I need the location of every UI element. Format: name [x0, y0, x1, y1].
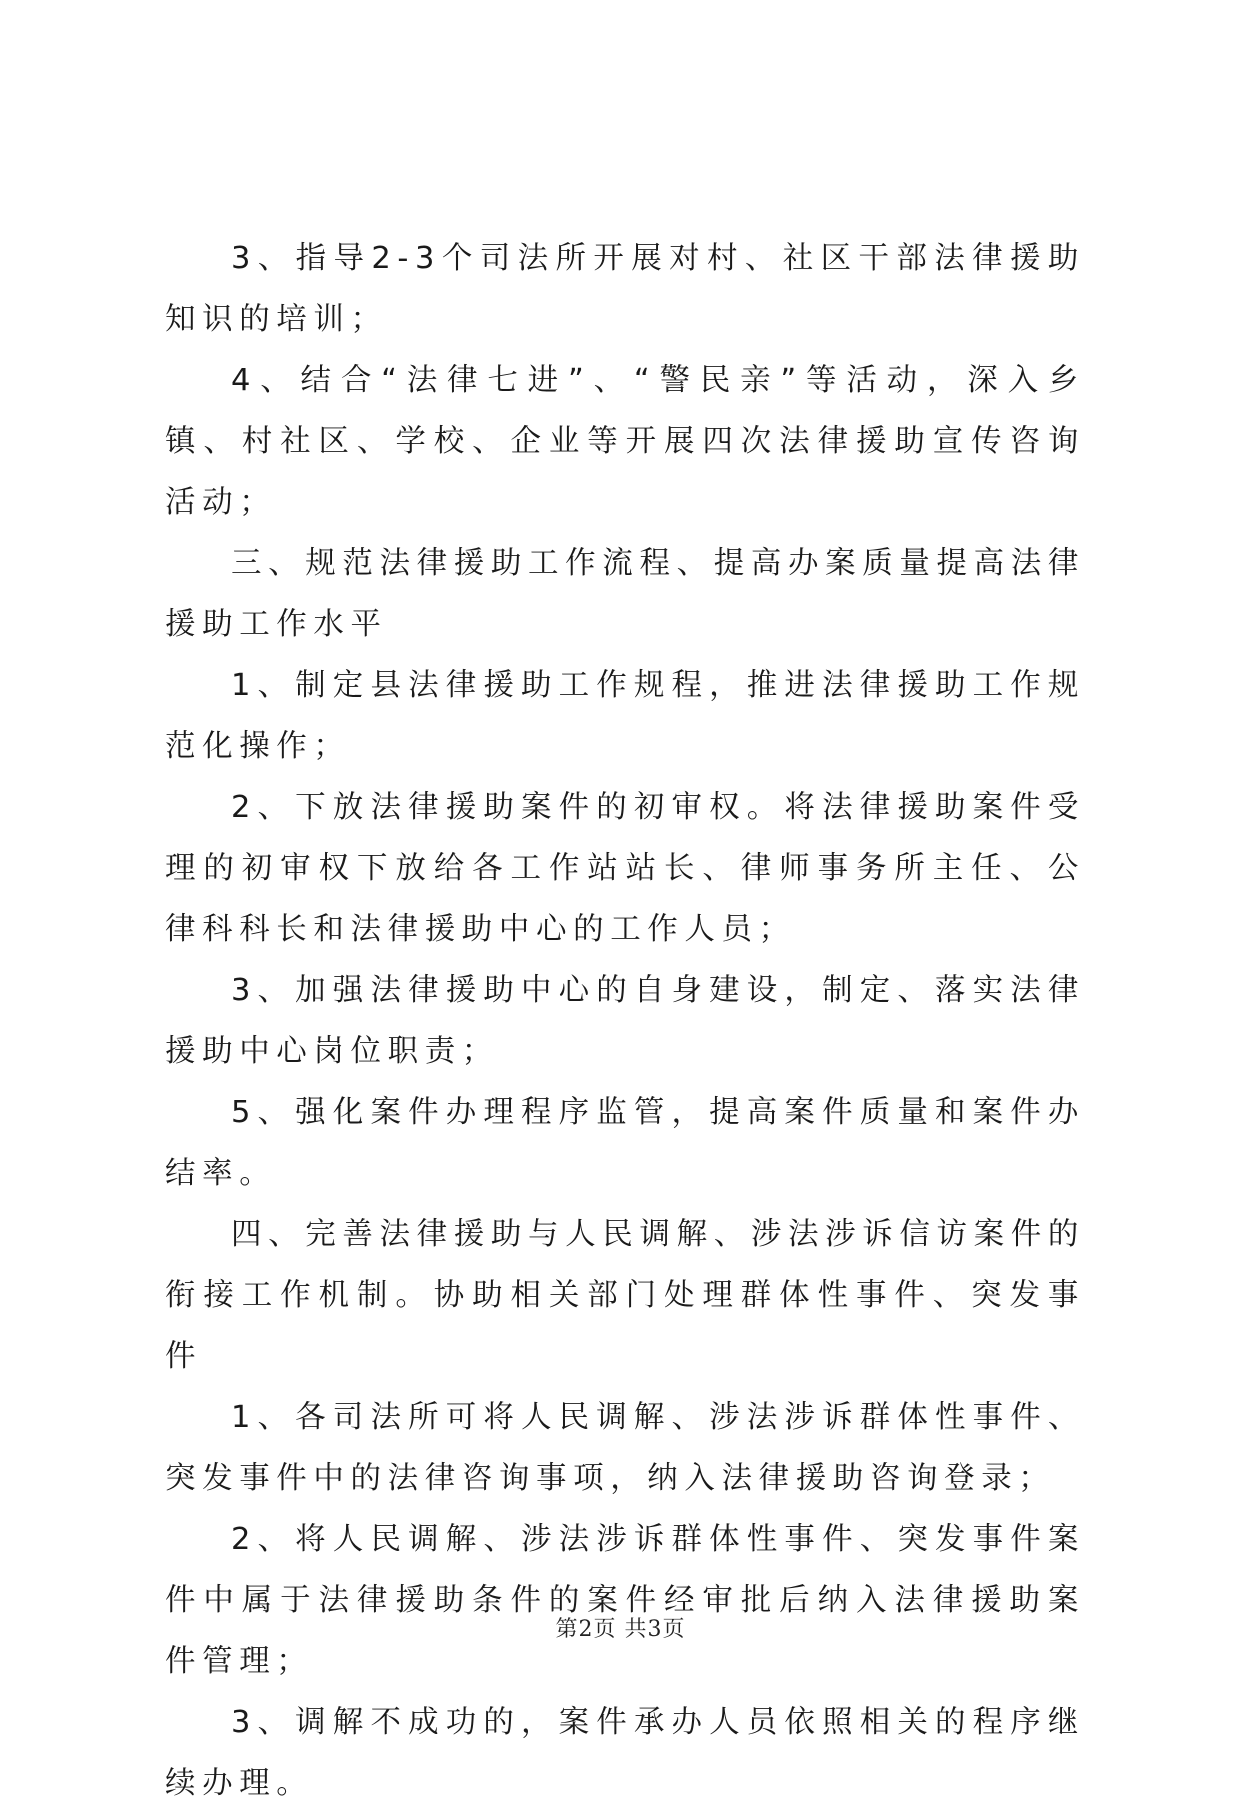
paragraph: 5、强化案件办理程序监管，提高案件质量和案件办结率。 — [165, 1095, 1085, 1191]
paragraph: 2、下放法律援助案件的初审权。将法律援助案件受理的初审权下放给各工作站站长、律师事务所主任、公律科科长和法律援助中心的工作人员； — [165, 790, 1085, 947]
paragraph: 1、制定县法律援助工作规程，推进法律援助工作规范化操作； — [165, 668, 1085, 764]
paragraph: 1、各司法所可将人民调解、涉法涉诉群体性事件、突发事件中的法律咨询事项，纳入法律援助咨询登录； — [165, 1400, 1085, 1496]
section-heading: 四、完善法律援助与人民调解、涉法涉诉信访案件的衔接工作机制。协助相关部门处理群体性事件、突发事件 — [165, 1217, 1085, 1374]
paragraph: 3、调解不成功的，案件承办人员依照相关的程序继续办理。 — [165, 1705, 1085, 1801]
paragraph: 3、加强法律援助中心的自身建设，制定、落实法律援助中心岗位职责； — [165, 973, 1085, 1069]
paragraph: 4、结合“法律七进”、“警民亲”等活动，深入乡镇、村社区、学校、企业等开展四次法律援助宣传咨询活动； — [165, 363, 1085, 520]
paragraph: 3、指导2-3个司法所开展对村、社区干部法律援助知识的培训； — [165, 241, 1085, 337]
section-heading: 三、规范法律援助工作流程、提高办案质量提高法律援助工作水平 — [165, 546, 1085, 642]
paragraph: 2、将人民调解、涉法涉诉群体性事件、突发事件案件中属于法律援助条件的案件经审批后纳入法律援助案件管理； — [165, 1522, 1085, 1679]
page-number-footer: 第2页 共3页 — [555, 1617, 686, 1642]
document-body — [165, 228, 1085, 1814]
